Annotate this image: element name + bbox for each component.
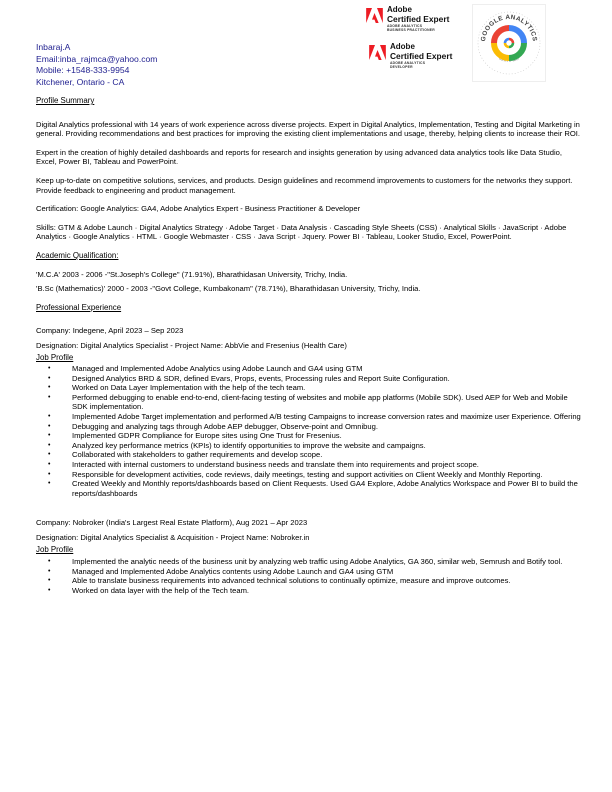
section-title-experience: Professional Experience bbox=[36, 302, 122, 312]
job-bullet: • Debugging and analyzing tags through Adobe AEP debugger, Observe-point and Omnibug. bbox=[72, 422, 581, 432]
contact-block bbox=[36, 42, 157, 88]
job-bullet: • Worked on Data Layer Implementation with the help of the tech team. bbox=[72, 383, 581, 393]
job-bullet: • Created Weekly and Monthly reports/dashboards based on Client Requests. Used GA4 Explore, Adobe Analytics Workspace and Power BI to build the reports/dashboards bbox=[72, 479, 581, 498]
academic-item: 'M.C.A' 2003 - 2006 -"St.Joseph's College" (71.91%), Bharathidasan University, Trichy, India. bbox=[36, 269, 348, 279]
location: Kitchener, Ontario - CA bbox=[36, 76, 125, 87]
job-bullet: • Managed and Implemented Adobe Analytics contents using Adobe Launch and GA4 using GTM bbox=[72, 567, 581, 577]
adobe-developer-badge bbox=[369, 43, 452, 69]
adobe-logo-icon bbox=[366, 8, 383, 23]
job-bullet: • Managed and Implemented Adobe Analytics using Adobe Launch and GA4 using GTM bbox=[72, 364, 581, 374]
badge-line: Certified Expert bbox=[390, 50, 453, 61]
job-company: Company: Indegene, April 2023 – Sep 2023 bbox=[36, 326, 184, 336]
badge-line: BUSINESS PRACTITIONER bbox=[387, 27, 435, 32]
svg-text:GOOGLE ANALYTICS: GOOGLE ANALYTICS bbox=[479, 13, 539, 42]
academic-item: 'B.Sc (Mathematics)' 2000 - 2003 -"Govt College, Kumbakonam" (78.71%), Bharathidasan University, Trichy, India. bbox=[36, 284, 421, 294]
job-bullets bbox=[36, 364, 581, 498]
candidate-name: Inbaraj.A bbox=[36, 42, 71, 52]
section-title-academic: Academic Qualification: bbox=[36, 250, 119, 260]
job-bullet: • Designed Analytics BRD & SDR, defined Evars, Props, events, Processing rules and Report Suite Configuration. bbox=[72, 374, 581, 384]
skills-line: Skills: GTM & Adobe Launch · Digital Analytics Strategy · Adobe Target · Data Analysis · Cascading Style Sheets (CSS) · Analytical Skills · JavaScript · Adobe Analytics · Google Analytics · HTML · Google Webmaster · CSS · Java Script · Jquery. Power BI · Tableau, Looker Studio, Excel, PowerPoint. bbox=[36, 222, 567, 242]
job-bullet: • Implemented GDPR Compliance for Europe sites using One Trust for Fresenius. bbox=[72, 431, 581, 441]
badge-line: Adobe bbox=[390, 42, 415, 51]
certification-line: Certification: Google Analytics: GA4, Adobe Analytics Expert - Business Practitioner & Developer bbox=[36, 204, 361, 214]
job-bullets bbox=[36, 557, 581, 595]
adobe-practitioner-badge bbox=[366, 6, 449, 32]
badge-line: DEVELOPER bbox=[390, 64, 413, 69]
job-profile-title: Job Profile bbox=[36, 544, 74, 554]
job-bullet: • Able to translate business requirements into advanced technical solutions to continually optimize, measure and improve outcomes. bbox=[72, 576, 581, 586]
google-analytics-icon bbox=[473, 5, 545, 81]
certification-badges bbox=[364, 4, 564, 84]
resume-body bbox=[36, 96, 581, 596]
badge-line: Certified Expert bbox=[387, 13, 450, 24]
google-analytics-certified-badge bbox=[472, 4, 546, 82]
summary-paragraph: Digital Analytics professional with 14 years of work experience across diverse projects. Expert in Digital Analytics, Implementation, Testing and Digital Marketing in general. Providing recommendations and best practices for improving the existing client implementations and usage, thereby, helping clients to increase their ROI. bbox=[36, 119, 580, 139]
adobe-logo-icon bbox=[369, 45, 386, 60]
job-profile-title: Job Profile bbox=[36, 352, 74, 362]
job-designation: Designation: Digital Analytics Specialist & Acquisition - Project Name: Nobroker.in bbox=[36, 533, 310, 542]
job-bullet: • Implemented the analytic needs of the business unit by analyzing web traffic using Adobe Analytics, GA 360, similar web, Semrush and Botify tool. bbox=[72, 557, 581, 567]
badge-line: Adobe bbox=[387, 5, 412, 14]
job-bullet: • Collaborated with stakeholders to gather requirements and develop scope. bbox=[72, 450, 581, 460]
section-title-profile-summary: Profile Summary bbox=[36, 96, 95, 105]
badge-line: ADOBE ANALYTICS bbox=[387, 23, 423, 28]
job-bullet: • Responsible for development activities, code reviews, daily meetings, testing and support activities on Client Weekly and Monthly Reporting. bbox=[72, 470, 581, 480]
job-company: Company: Nobroker (India's Largest Real Estate Platform), Aug 2021 – Apr 2023 bbox=[36, 518, 308, 528]
badge-line: ADOBE ANALYTICS bbox=[390, 60, 426, 65]
job-bullet: • Analyzed key performance metrics (KPIs) to identify opportunities to improve the website and campaigns. bbox=[72, 441, 581, 451]
email: Email:inba_rajmca@yahoo.com bbox=[36, 53, 158, 64]
job-designation: Designation: Digital Analytics Specialist - Project Name: AbbVie and Fresenius (Health Care) bbox=[36, 340, 347, 350]
mobile: Mobile: +1548-333-9954 bbox=[36, 65, 130, 76]
job-bullet: • Worked on data layer with the help of the Tech team. bbox=[72, 586, 581, 596]
job-bullet: • Implemented Adobe Target implementation and performed A/B testing Campaigns to increase conversion rates and maximize user Experience. Offering bbox=[72, 412, 581, 422]
job-bullet: • Performed debugging to enable end-to-end, client-facing testing of websites and mobile app platforms (Mobile SDK). Used AEP for Web and Mobile SDK implementation. bbox=[72, 393, 581, 412]
svg-text:CERTIFIED: CERTIFIED bbox=[498, 56, 520, 63]
summary-paragraph: Expert in the creation of highly detailed dashboards and reports for research and insights generation by using advanced data analytics tools like Data Studio, Excel, Power BI, Tableau and PowerPoint. bbox=[36, 147, 562, 167]
job-bullet: • Interacted with internal customers to understand business needs and translate them into requirements and project scope. bbox=[72, 460, 581, 470]
summary-paragraph: Keep up-to-date on competitive solutions, services, and products. Design guidelines and recommend improvements to customers for the networks they support. Provide feedback to engineering and product management. bbox=[36, 175, 573, 195]
